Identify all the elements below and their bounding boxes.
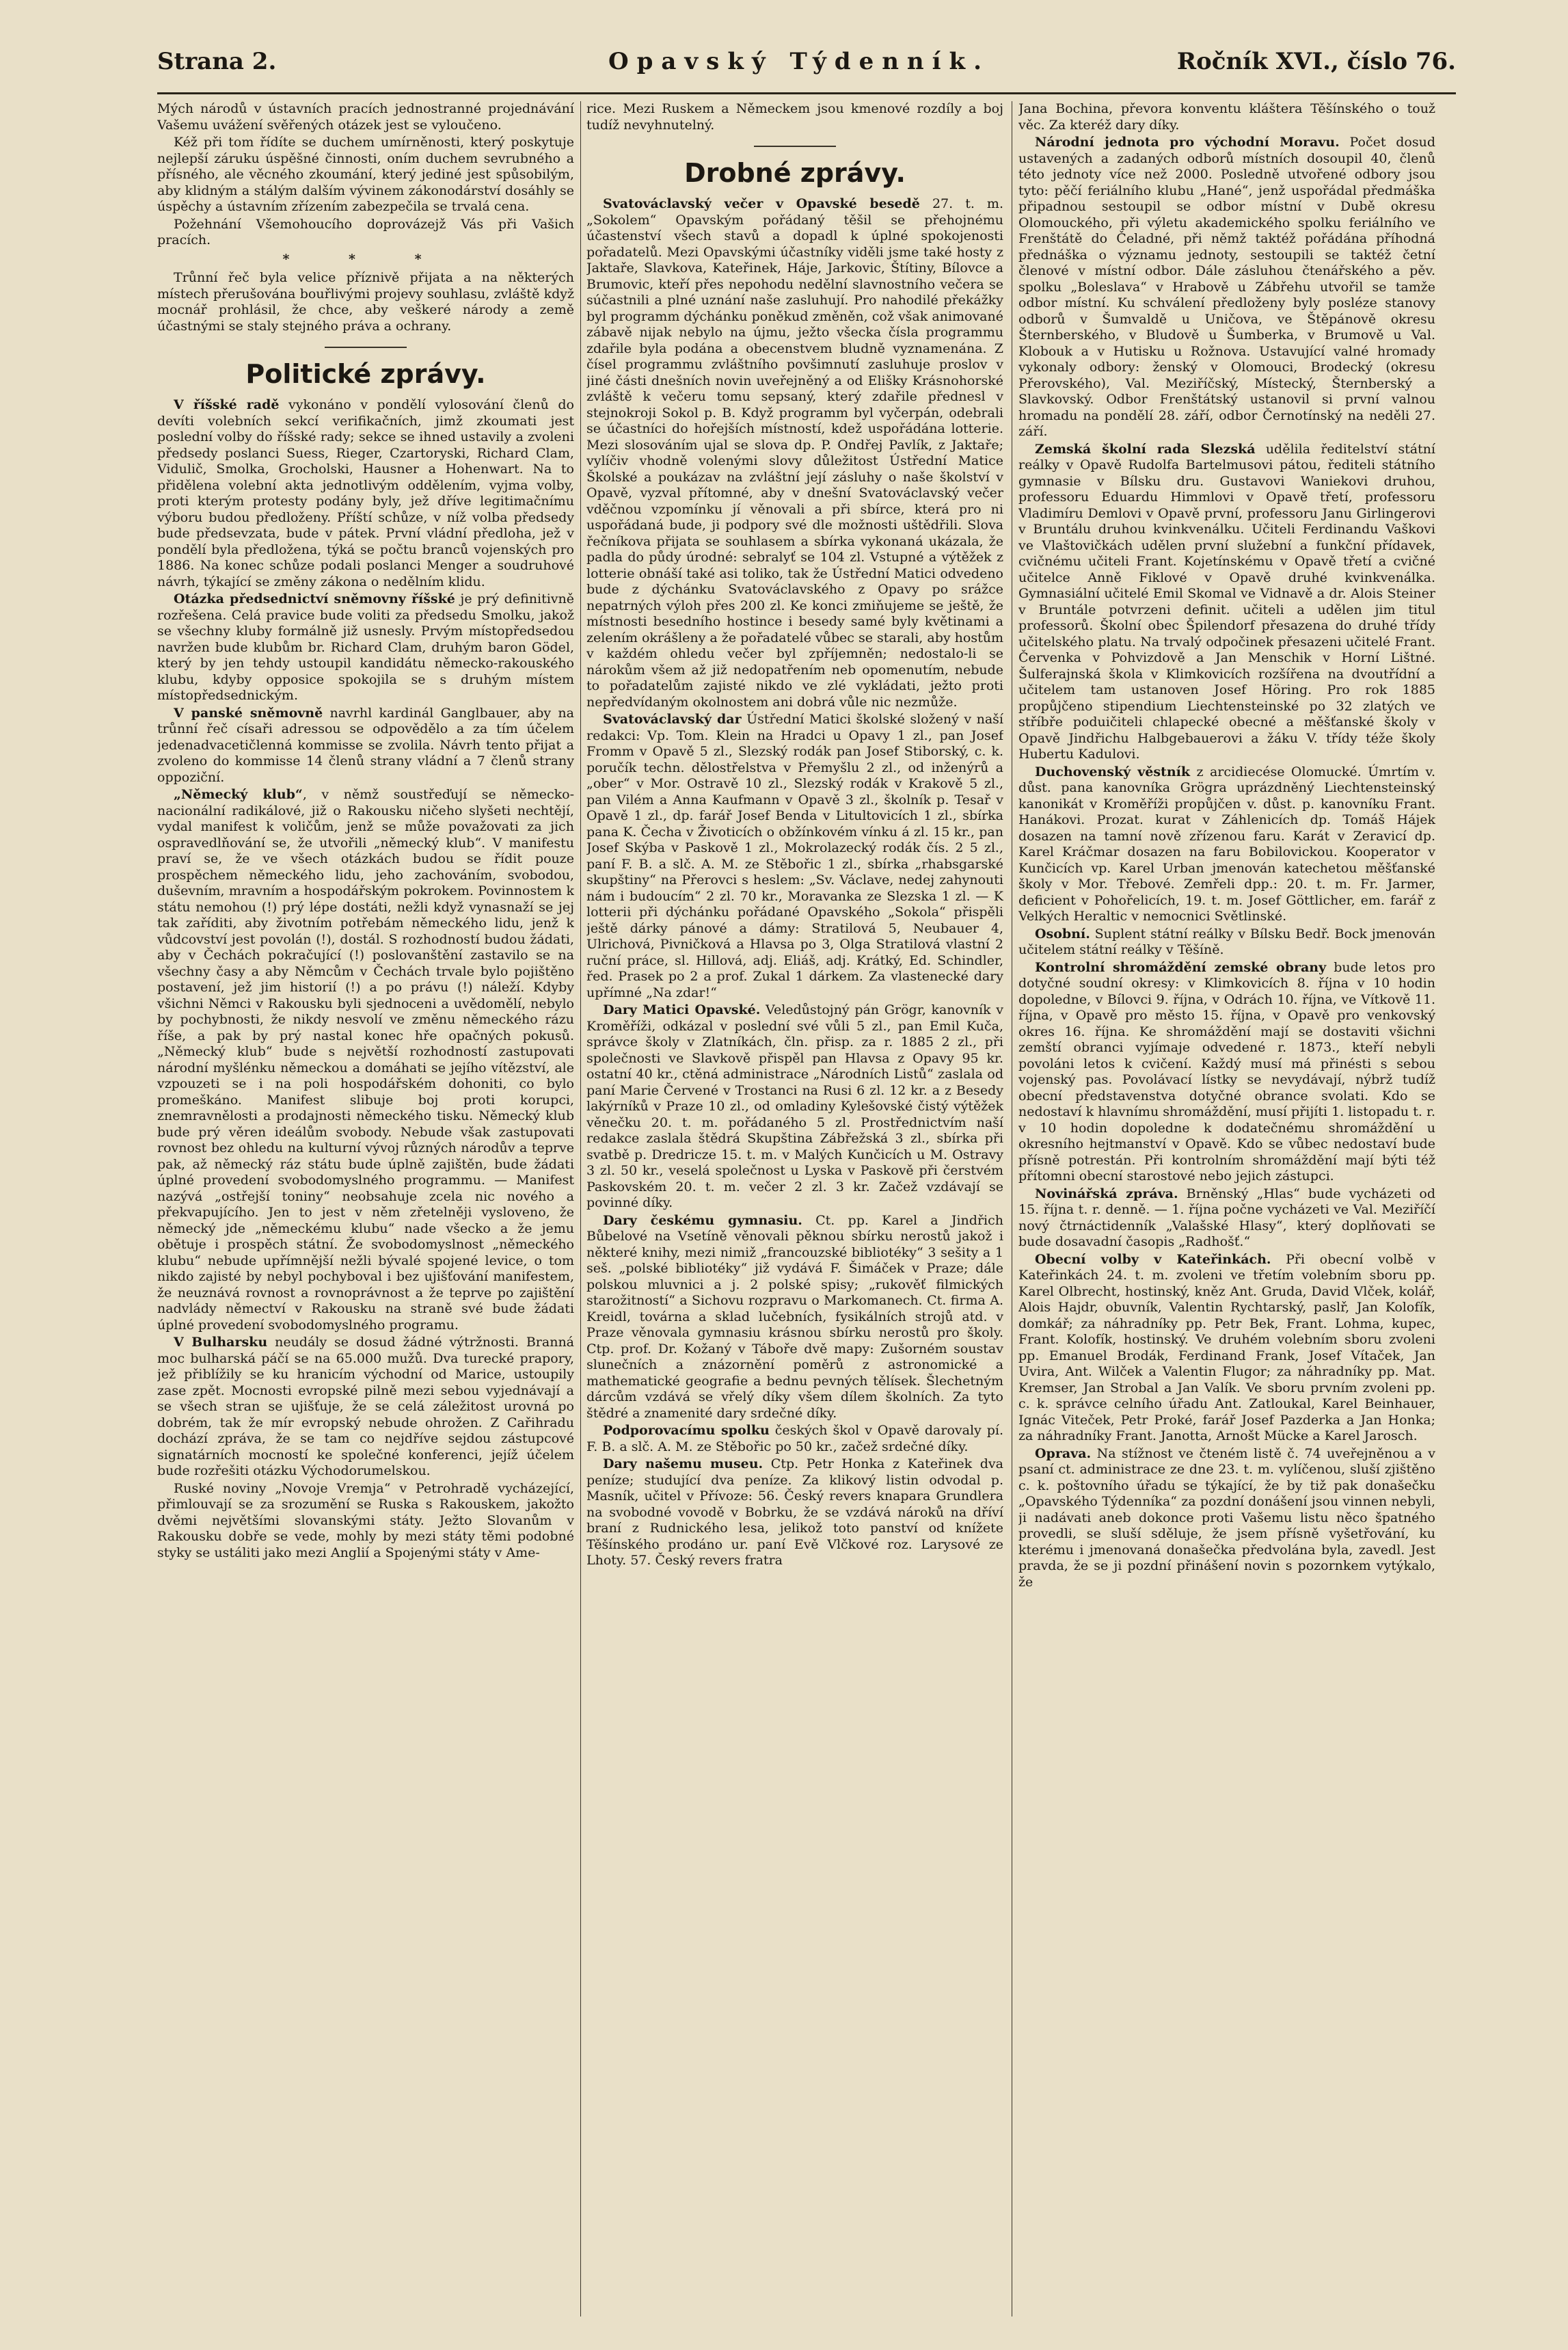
column-left (157, 101, 574, 2316)
section-title-short-news: Drobné zprávy. (684, 158, 906, 188)
article-lead: Otázka předsednictví sněmovny říšské (174, 591, 455, 606)
article-body: bude letos pro dotyčné soudní okresy: v Klimkovicích 8. října v 10 hodin dopoledne, v Bílovci 9. října, v Odrách 10. října, ve Vítkově 11. října, v Opavě pro město 15. října, v Opavě pro venkovský okres 16. října. Ke shromáždění mají se dostaviti všichni zemští obranci vyjímaje odvedené r. 1873., kteří nebyli povoláni letos k cvičení. Každý musí má přinésti s sebou vojenský pas. Povolávací lístky se nevydávají, nýbrž tudíž obecní představenstva dotyčné obrance svolati. Kdo se nedostaví k hlavnímu shromáždění, musí přijíti 1. listopadu t. r. v 10 hodin dopoledne k dodatečnému shromáždění u okresního hejtmanství v Opavě. Kdo se vůbec nedostaví bude přísně potrestán. Při kontrolním shromáždění mají býti též přítomni obecní starostové nebo jejich zástupci. (1018, 959, 1435, 1184)
article-body: Při obecní volbě v Kateřinkách 24. t. m. zvoleni ve třetím volebním sboru pp. Karel Olbrecht, hostinský, kněz Ant. Gruda, David Vlček, kolář, Alois Hajdr, obuvník, Valentin Rychtarský, paslř, Jan Kolofík, domkář; za náhradníky pp. Petr Bek, Frant. Lohma, kupec, Frant. Kolofík, hostinský. Ve druhém volebním sboru zvoleni pp. Emanuel Brodák, Ferdinand Frank, Josef Vítaček, Jan Uvira, Ant. Wilček a Valentin Flugor; za náhradníky pp. Mat. Kremser, Jan Strobal a Jan Valík. Ve sboru prvním zvoleni pp. c. k. správce celního úřadu Ant. Zatloukal, Karel Beinhauer, Ignác Viteček, Petr Proké, farář Josef Pazderka a Jan Honka; za náhradníky Frant. Janotta, Arnošt Mücke a Karel Jarosch. (1018, 1251, 1435, 1443)
article (157, 591, 574, 704)
paragraph: Požehnání Všemohoucího doprovázejž Vás při Vašich pracích. (157, 216, 574, 248)
article-lead: Dary českému gymnasiu. (603, 1212, 802, 1228)
section-title-political-news: Politické zprávy. (245, 359, 486, 389)
paragraph: Ruské noviny „Novoje Vremja“ v Petrohradě vycházející, přimlouvají se za srozumění se Ruska s Rakouskem, jakožto dvěmi největšími slovanskými státy. Ježto Slovanům v Rakousku dobře se vede, mohly by mezi státy těmi podobné styky se ustáliti jako mezi Anglií a Spojenými státy v Ame- (157, 1480, 574, 1560)
article (1018, 1446, 1435, 1591)
article-body: z arcidiecése Olomucké. Úmrtím v. důst. pana kanovníka Grögra uprázdněný Liechtensteinský kanonikát v Kroměříži propůjčen v. důst. p. kanovníku Frant. Hanákovi. Prozat. kurat v Záhlenicích dp. Tomáš Hájek dosazen na tamní nově zřízenou faru. Karát v Zeravicí dp. Karel Kráčmar dosazen na faru Bobilovickou. Kooperator v Kunčicích vp. Karel Urban jmenován katechetou měšťanské školy v Mor. Třebové. Zemřeli dpp.: 20. t. m. Fr. Jarmer, deficient v Pohořelicích, 19. t. m. Josef Göttlicher, em. farář z Velkých Heraltic v nemocnici Světlinské. (1018, 764, 1435, 924)
article-body: 27. t. m. „Sokolem“ Opavským pořádaný těšil se přehojnému účastenství všech stavů a dopadl k úplné spokojenosti pořadatelů. Mezi Opavskými účastníky viděli jsme také hosty z Jaktaře, Slavkova, Kateřinek, Háje, Jarkovic, Štítiny, Bílovce a Brumovic, kteří přes nepohodu nedělní slavnostního večera se súčastnili a plné uznání naše zasluhují. Pro nahodilé překážky byl programm dýchánku poněkud změněn, což však animované zábavě nijak nebylo na újmu, ježto všecka čísla programmu zdařile byla podána a obecenstvem bludně vyznamenána. Z čísel programmu zvláštního povšimnutí zasluhuje proslov v jiné části dnešních novin uveřejněný a od Elišky Krásnohorské zvláště k večeru tomu sepsaný, který zdařile přednesl v stejnokroji Sokol p. B. Když programm byl vyčerpán, odebrali se účastníci do hořejších místností, kdež uspořádána lotterie. Mezi slosováním ujal se slova dp. P. Ondřej Pavlík, z Jaktaře; vylíčiv vhodně volenými slovy důležitost Ústřední Matice Školské a poukázav na zvláštní její zásluhy o naše školství v Opavě, vyzval přítomné, aby v dnešní Svatováclavský večer vděčnou vzpomínku jí věnovali a při sbírce, která pro ni uspořádaná bude, ji podpory své dle možnosti uštědřili. Slova řečníkova přijata se souhlasem a sbírka vykonaná ukázala, že padla do půdy úrodné: sebralyť se 104 zl. Vstupné a výtěžek z lotterie obnáší také asi toliko, tak že Ústřední Matici odvedeno bude z dýchánku Svatováclavského z Opavy po srážce nepatrných výloh přes 200 zl. Ke konci zmiňujeme se ještě, že místnosti besedního hostince i besedy samé byly květinami a zelením okrášleny a že pořadatelé vůbec se starali, aby hostům v každém ohledu večer byl zpříjemněn; nedostalo-li se nárokům všem až již nedopatřením neb opomenutím, nebude to pořadatelům zajisté nikdo ve zlé vykládati, ježto proti nepředvídaným okolnostem ani dobrá vůle nic nezmůže. (586, 196, 1003, 710)
issue-label: Ročník XVI., číslo 76. (1176, 48, 1456, 75)
article-lead: Podporovacímu spolku (603, 1423, 770, 1438)
article (1018, 960, 1435, 1185)
article-lead: V panské sněmovně (174, 705, 323, 721)
article-body: je prý definitivně rozřešena. Celá pravice bude voliti za předsedu Smolku, jakož se všechny kluby formálně již usnesly. Prvým místopředsedou navržen bude klubům br. Richard Clam, druhým baron Gödel, který by jen tehdy ustoupil kandidátu německo-rakouského klubu, kdyby opposice spokojila se s druhým místem místopředsednickým. (157, 591, 574, 703)
article-lead: V říšské radě (174, 397, 280, 412)
article-body: Suplent státní reálky v Bílsku Bedř. Bock jmenován učitelem státní reálky v Těšíně. (1018, 926, 1435, 957)
column-middle (586, 101, 1003, 2316)
article (586, 1423, 1003, 1455)
article (586, 196, 1003, 710)
column-right (1018, 101, 1435, 2316)
paragraph: Jana Bochina, převora konventu kláštera Těšínského o touž věc. Za kteréž dary díky. (1018, 101, 1435, 133)
article (586, 712, 1003, 1001)
article-body: neudály se dosud žádné výtržnosti. Branná moc bulharská páčí se na 65.000 mužů. Dva turecké prapory, jež přiblížily se ku hranicím východní od Marice, ustoupily zase zpět. Mocnosti evropské pilně mezi sebou vyjednávají a se všech stran se ujišťuje, že se celá záležitost urovná po dobrém, tak že mír evropský nebude ohrožen. Z Cařihradu dochází zpráva, že se tam co nejdříve sejdou zástupcové signatárních mocností ke společné konferenci, jejíž účelem bude rozřešiti otázku Východorumelskou. (157, 1335, 574, 1478)
paragraph: Kéž při tom řídíte se duchem umírněnosti, který poskytuje nejlepší záruku úspěšné činnosti, oním duchem sevrubného a přísného, ale věcného zkoumání, který jediné jest spůsobilým, aby klidným a stálým dalším vývinem zákonodárství dosáhly se úspěchy a ústavním zřízením zabezpečila se trvalá cena. (157, 135, 574, 214)
paragraph: Mých národů v ústavních pracích jednostranné projednávání Vašemu uvážení svěřených otázek jest se vyloučeno. (157, 101, 574, 133)
article-lead: Kontrolní shromáždění zemské obrany (1035, 959, 1327, 975)
article (586, 1002, 1003, 1212)
article (157, 397, 574, 590)
section-rule (754, 146, 836, 147)
article (1018, 135, 1435, 440)
article-lead: V Bulharsku (174, 1335, 268, 1350)
article-lead: Národní jednota pro východní Moravu. (1035, 135, 1340, 150)
column-divider (580, 101, 581, 2316)
article (157, 706, 574, 786)
article-body: udělila ředitelství státní reálky v Opavě Rudolfa Bartelmusovi pátou, řediteli státního gymnasie v Bílsku dru. Gustavovi Waniekovi druhou, professoru Eduardu Himmlovi v Opavě třetí, professoru Vladimíru Demlovi v Opavě první, professoru Janu Girlingerovi v Bruntálu druhou kvinkvenálku. Učiteli Ferdinandu Vaškovi ve Vlaštovičkách udělen první služební a funkční přídavek, cvičnému učiteli Frant. Kojetínskému v Opavě třetí a cvičné učitelce Anně Fiklové v Opavě druhé kvinkvenálka. Gymnasiální učitelé Emil Skomal ve Vidnavě a dr. Alois Steiner v Bruntále potvrzeni definit. učiteli a udělen jim titul professorů. Školní obec Špilendorf přesazena do druhé třídy učitelského platu. Na trvalý odpočinek přesazeni učitelé Frant. Červenka v Pohvizdově a Jan Menschik v Horní Lištné. Šulferajnská škola v Klimkovicích rozšířena na dvoutřídní a učitelem tam ustanoven Josef Höring. Pro rok 1885 propůjčeno stipendium Liechtensteinské po 32 zlatých ve stříbře poduičiteli chlapecké obecné a měšťanské školy v Opavě Jindřichu Halbgebauerovi a žáku V. třídy téže školy Hubertu Kadulovi. (1018, 441, 1435, 762)
article-lead: Svatováclavský dar (603, 712, 742, 727)
article-lead: „Německý klub“ (174, 787, 303, 802)
article-lead: Novinářská zpráva. (1035, 1186, 1178, 1201)
article-lead: Svatováclavský večer v Opavské besedě (603, 196, 920, 211)
article (586, 1456, 1003, 1569)
article-lead: Dary našemu museu. (603, 1456, 763, 1471)
article-body: Počet dosud ustavených a zadaných odborů místních dosoupil 40, členů této jednoty více než 2000. Posledně utvořené odbory jsou tyto: pěčí feriálního klubu „Hané“, jenž uspořádal předmáška připadnou sestoupil se odbor místní v Dubě okresu Olomouckého, při výletu akademického spolku feriálního ve Frenštátě do Čeladné, při němž taktéž pořádána příhodná přednáška o významu jednoty, sestoupili se taktéž četní členové v místní odbor. Dále zásluhou čtenářského a pěv. spolku „Boleslava“ v Hrabově u Zábřehu utvořil se tamže odbor místní. Ku schválení předloženy byly posléze stanovy odborů v Šumvaldě u Uničova, ve Štěpánově okresu Šternberského, v Bludově u Šumberka, v Brumově u Val. Klobouk a v Hutisku u Rožnova. Ustavující valné hromady vykonaly odbory: ženský v Olomouci, Brodecký (okresu Přerovského), Val. Meziříčský, Místecký, Šternberský a Slavkovský. Odbor Frenštátský ustanovil si první valnou hromadu na pondělí 28. září, odbor Černotínský na neděli 27. září. (1018, 135, 1435, 439)
article (1018, 764, 1435, 925)
article-body: , v němž soustřeďují se německo-nacionální radikálové, již o Rakousku ničeho slyšeti nechtějí, vydal manifest k voličům, jenž se může považovati za jich ospravedlňování se, že utvořili „německý klub“. V manifestu praví se, že ve všech otázkách budou se řídit pouze prospěchem německého lidu, jeho zachováním, svobodou, duševním, mravním a hospodářským pokrokem. Povinnostem k státu nemohou (!) prý lépe dostáti, nežli když vynasnaží se jej tak zaříditi, aby životním potřebám německého lidu, jenž k vůdcovství jest povolán (!), dostál. S rozhodností budou žádati, aby v Čechách pokračující (!) poslovanštění zastavilo se na všechny časy a aby Němcům v Čechách trvale bylo pojištěno postavení, jež jim historií (!) a po právu (!) náleží. Kdyby všichni Němci v Rakousku byli sjednoceni a uvědomělí, nebylo by pochybnosti, že nikdy nesvolí ve změnu německého rázu říše, a pak by prý nastal konec hře opačných pokusů. „Německý klub“ bude s největší rozhodností zastupovati národní myšlénku německou a domáhati se jejího vítězství, ale vzpouzeti se i na poli hospodářském dohoniti, co bylo promeškáno. Manifest slibuje boj proti korupci, znemravnělosti a prodajnosti německého tisku. Německý klub bude prý věren ideálům svobody. Nebude však zastupovati rovnost bez ohledu na kulturní vývoj různých národův a teprve pak, až německý ráz státu bude úplně zajištěn, bude žádati úplné provedení svobodomyslného programmu. — Manifest nazývá „ostřejší toniny“ neobsahuje zcela nic nového a překvapujícího. Jen to jest v něm zřetelněji vysloveno, že německý jde „německému klubu“ nade všecko a že jemu obětuje i prospěch státní. Že svobodomyslnost „německého klubu“ nebude upřímnější nežli bývalé spojené levice, o tom nikdo zajisté by nebyl pochyboval i bez ujišťování manifestem, že neuznává rovnost a rovnoprávnost a že teprve po zajištění nadvlády němectví v Rakousku na straně své bude žádati úplné provedení svobodomyslného programu. (157, 787, 574, 1333)
article (1018, 1186, 1435, 1251)
article-lead: Zemská školní rada Slezská (1035, 441, 1256, 457)
article-body: Brněnský „Hlas“ bude vycházeti od 15. října t. r. denně. — 1. října počne vycházeti ve Val. Meziříčí nový čtrnáctidenník „Valašské Hlasy“, který doplňovati se bude dosavadní časopis „Radhošť.“ (1018, 1186, 1435, 1249)
article-body: Ústřední Matici školské složený v naší redakci: Vp. Tom. Klein na Hradci u Opavy 1 zl., pan Josef Fromm v Opavě 5 zl., Slezský rodák pan Josef Stiborský, c. k. poručík techn. dělostřelstva v Přemyšlu 2 zl., od inženýrů a „ober“ v Mor. Ostravě 10 zl., Slezský rodák v Krakově 5 zl., pan Vilém a Anna Kaufmann v Opavě 3 zl., školník p. Tesař v Opavě 1 zl., dp. farář Josef Benda v Litultovicích 1 zl., sbírka pana K. Čecha v Životicích o obžínkovém vínku á zl. 15 kr., pan Josef Skýba v Paskově 1 zl., Mokrolazecký rodák čís. 2 5 zl., paní F. B. a slč. A. M. ze Stěbořic 1 zl., sbírka „rhabsgarské skupštiny“ na Přerovci s heslem: „Sv. Václave, nedej zahynouti nám i budoucím“ 2 zl. 70 kr., Moravanka ze Slezska 1 zl. — K lotterii při dýchánku pořádané Opavského „Sokola“ přispěli ještě dárky pánové a dámy: Stratilová 5, Neubauer 4, Ulrichová, Pivničková a Hlavsa po 3, Olga Stratilová vlastní 2 ruční práce, sl. Hillová, adj. Eliáš, adj. Krátký, Ed. Schindler, řed. Prasek po 2 a prof. Zukal 1 dárkem. Za vlastenecké dary upřímné „Na zdar!“ (586, 712, 1003, 1000)
article-body: Veledůstojný pán Grögr, kanovník v Kroměříži, odkázal v poslední své vůli 5 zl., pan Emil Kuča, správce školy v Zlatníkách, čln. přisp. za r. 1885 2 zl., při společnosti ve Slavkově přispěl pan Hlavsa z Opavy 95 kr. ostatní 40 kr., ctěná administrace „Národních Listů“ zaslala od paní Marie Červené v Trostanci na Rusi 6 zl. 12 kr. a z Besedy lakýrníků v Praze 10 zl., od omladiny Kylešovské čistý výtěžek věnečku 20. t. m. pořádaného 5 zl. Prostřednictvím naší redakce zaslala štědrá Skupština Zábřežská 3 zl., sbírka při svatbě p. Dredricze 15. t. m. v Malých Kunčicích u M. Ostravy 3 zl. 50 kr., veselá společnost u Lyska v Paskově při čerstvém Paskovském 20. t. m. večer 2 zl. 3 kr. Začež vzdávají se povinné díky. (586, 1002, 1003, 1210)
article-lead: Oprava. (1035, 1445, 1092, 1461)
newspaper-title: Opavský Týdenník. (608, 48, 990, 75)
article-body: navrhl kardinál Ganglbauer, aby na trůnní řeč císaři adressou se odpovědělo a za tím účelem jedenadvacetičlenná kommisse se zvolila. Návrh tento přijat a zvoleno do kommisse 14 členů strany vládní a 7 členů strany oppoziční. (157, 705, 574, 785)
header-rule (157, 92, 1456, 94)
article (1018, 926, 1435, 959)
article-body: Na stížnost ve čteném listě č. 74 uveřejněnou a v psaní ct. administrace ze dne 23. t. m. vylíčenou, sluší zjištěno c. k. poštovního úřadu se týkající, že by tiž pak donašečku „Opavského Týdenníka“ za pozdní donášení jsou vinnen nebyli, ji nadávati aneb dokonce proti Vašemu listu něco špatného provedli, se sluší sděluje, že jsem přísně vyšetřování, ku kterému i jmenovaná donašečka předvolána byla, zavedl. Jest pravda, že se ji pozdní přinášení novin s pozornkem vytýkalo, že (1018, 1445, 1435, 1590)
article (1018, 1252, 1435, 1445)
article-body: českých škol v Opavě darovaly pí. F. B. a slč. A. M. ze Stěbořic po 50 kr., začež srdečné díky. (586, 1423, 1003, 1454)
article (1018, 442, 1435, 763)
section-stars: * * * (282, 251, 449, 267)
article (157, 787, 574, 1333)
article-body: Ct. pp. Karel a Jindřich Bůbelové na Vsetíně věnovali pěknou sbírku nerostů jakož i některé knihy, mezi nimiž „francouzské bibliotéky“ 3 sešity a 1 seš. „polské bibliotéky“ již vydává F. Šimáček v Praze; dále polskou mluvnici a j. 2 polské spisy; „rukověť filmických starožitností“ a Sichovu rozpravu o Markomanech. Ct. firma A. Kreidl, továrna a sklad lučebních, fysikálních strojů atd. v Praze věnovala gymnasiu krásnou sbírku nerostů pro školy. Ctp. prof. Dr. Kožaný v Táboře dvě mapy: Zušorném soustav slunečních a znázornění poměrů z astronomické a mathematické geografie a bednu pevných tělísek. Šlechetným dárcům vzdává se vřelý díky všem dílem školních. Za tyto štědré a znamenité dary srdečné díky. (586, 1212, 1003, 1421)
paragraph: Trůnní řeč byla velice příznivě přijata a na některých místech přerušována bouřlivými projevy souhlasu, zvláště když mocnář prohlásil, že chce, aby veškeré národy a země účastnými se staly stejného práva a ochrany. (157, 270, 574, 334)
page-number-label: Strana 2. (157, 48, 277, 75)
article-lead: Duchovenský věstník (1035, 764, 1191, 779)
article-lead: Dary Matici Opavské. (603, 1002, 761, 1017)
article-body: Ctp. Petr Honka z Kateřinek dva peníze; studující dva peníze. Za klikový listin odvodal p. Masník, učitel v Přívoze: 56. Český revers knapara Grundlera na svobodné vovodě v Bobrku, že se vzdává nároků na dříví braní z Rudnického lesa, jelikož toto panství od knížete Těšínského prodáno ur. paní Evě Vlčkové roz. Larysové ze Lhoty. 57. Český revers fratra (586, 1456, 1003, 1568)
section-rule (325, 347, 407, 348)
article (586, 1213, 1003, 1422)
article-lead: Osobní. (1035, 926, 1090, 942)
paragraph: rice. Mezi Ruskem a Německem jsou kmenové rozdíly a boj tudíž nevyhnutelný. (586, 101, 1003, 133)
article-lead: Obecní volby v Kateřinkách. (1035, 1251, 1271, 1267)
article (157, 1335, 574, 1480)
article-body: vykonáno v pondělí vylosování členů do devíti volebních sekcí verifikačních, jimž zkoumati jest poslední volby do říšské rady; sekce se ihned ustavily a zvoleni předsedy poslanci Suess, Rieger, Czartoryski, Richard Clam, Vidulič, Smolka, Grocholski, Hausner a Hohenwart. Na to přidělena volební akta jednotlivým oddělením, vyjma volby, proti kterým protesty podány byly, jež dříve legitimačnímu výboru budou předloženy. Příští schůze, v níž volba předsedy bude předsevzata, bude v pátek. První vládní předloha, jež v pondělí byla předložena, týká se počtu branců vojenských pro 1886. Na konec schůze podali poslanci Menger a soudruhové návrh, týkající se změny zákona o nedělním klidu. (157, 397, 574, 589)
page-header (157, 41, 1456, 82)
